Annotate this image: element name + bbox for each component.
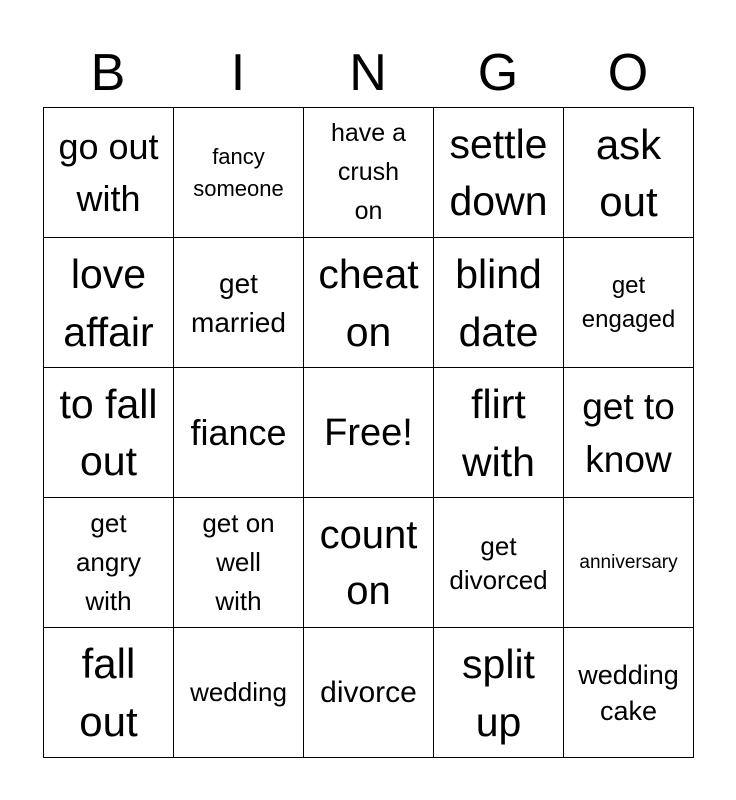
header-letter-g: G [477, 44, 519, 102]
cell-text: to fall out [59, 380, 158, 484]
cell-text: cheat on [318, 250, 419, 355]
cell-text: fiance [190, 411, 287, 453]
bingo-cell[interactable] [44, 628, 174, 758]
cell-text: get angry with [75, 508, 142, 616]
bingo-cell[interactable] [304, 108, 434, 238]
bingo-cell[interactable] [564, 498, 694, 628]
cell-text: go out with [58, 125, 159, 219]
cell-text: split up [462, 640, 535, 745]
bingo-cell[interactable] [304, 628, 434, 758]
cell-text: have a crush on [330, 119, 407, 225]
cell-text: settle down [449, 120, 548, 224]
bingo-board [43, 107, 694, 758]
cell-text: fall out [79, 639, 138, 745]
bingo-cell[interactable] [304, 498, 434, 628]
cell-text: love affair [63, 250, 154, 355]
cell-text: blind date [455, 250, 542, 355]
cell-text: flirt with [462, 380, 535, 485]
cell-text: wedding cake [578, 659, 679, 726]
cell-text: divorce [320, 675, 417, 709]
bingo-cell[interactable] [434, 238, 564, 368]
cell-text: count on [319, 512, 418, 613]
bingo-cell[interactable] [44, 498, 174, 628]
bingo-cell[interactable] [44, 238, 174, 368]
bingo-cell[interactable] [44, 108, 174, 238]
cell-text: ask out [595, 120, 662, 225]
bingo-cell[interactable] [174, 108, 304, 238]
bingo-cell[interactable] [304, 238, 434, 368]
bingo-free-space[interactable] [304, 368, 434, 498]
cell-text: wedding [190, 677, 287, 707]
header-letter-n: N [349, 44, 387, 102]
bingo-cell[interactable] [434, 628, 564, 758]
bingo-cell[interactable] [434, 498, 564, 628]
header-letter-o: O [607, 44, 649, 102]
cell-text: Free! [324, 411, 413, 454]
bingo-cell[interactable] [564, 368, 694, 498]
cell-text: get married [191, 267, 286, 338]
bingo-cell[interactable] [174, 238, 304, 368]
bingo-cell[interactable] [564, 628, 694, 758]
cell-text: fancy someone [193, 143, 284, 201]
bingo-cell[interactable] [434, 368, 564, 498]
bingo-cell[interactable] [564, 238, 694, 368]
bingo-cell[interactable] [174, 368, 304, 498]
cell-text: get on well with [202, 508, 275, 616]
cell-text: get divorced [449, 530, 548, 595]
cell-text: get engaged [581, 271, 676, 333]
bingo-cell[interactable] [44, 368, 174, 498]
bingo-cell[interactable] [174, 628, 304, 758]
header-letter-b: B [90, 44, 126, 102]
bingo-cell[interactable] [434, 108, 564, 238]
cell-text: get to know [582, 385, 675, 480]
bingo-cell[interactable] [174, 498, 304, 628]
bingo-cell[interactable] [564, 108, 694, 238]
header-letter-i: I [230, 44, 246, 102]
bingo-header [43, 40, 693, 106]
cell-text: anniversary [579, 552, 678, 573]
